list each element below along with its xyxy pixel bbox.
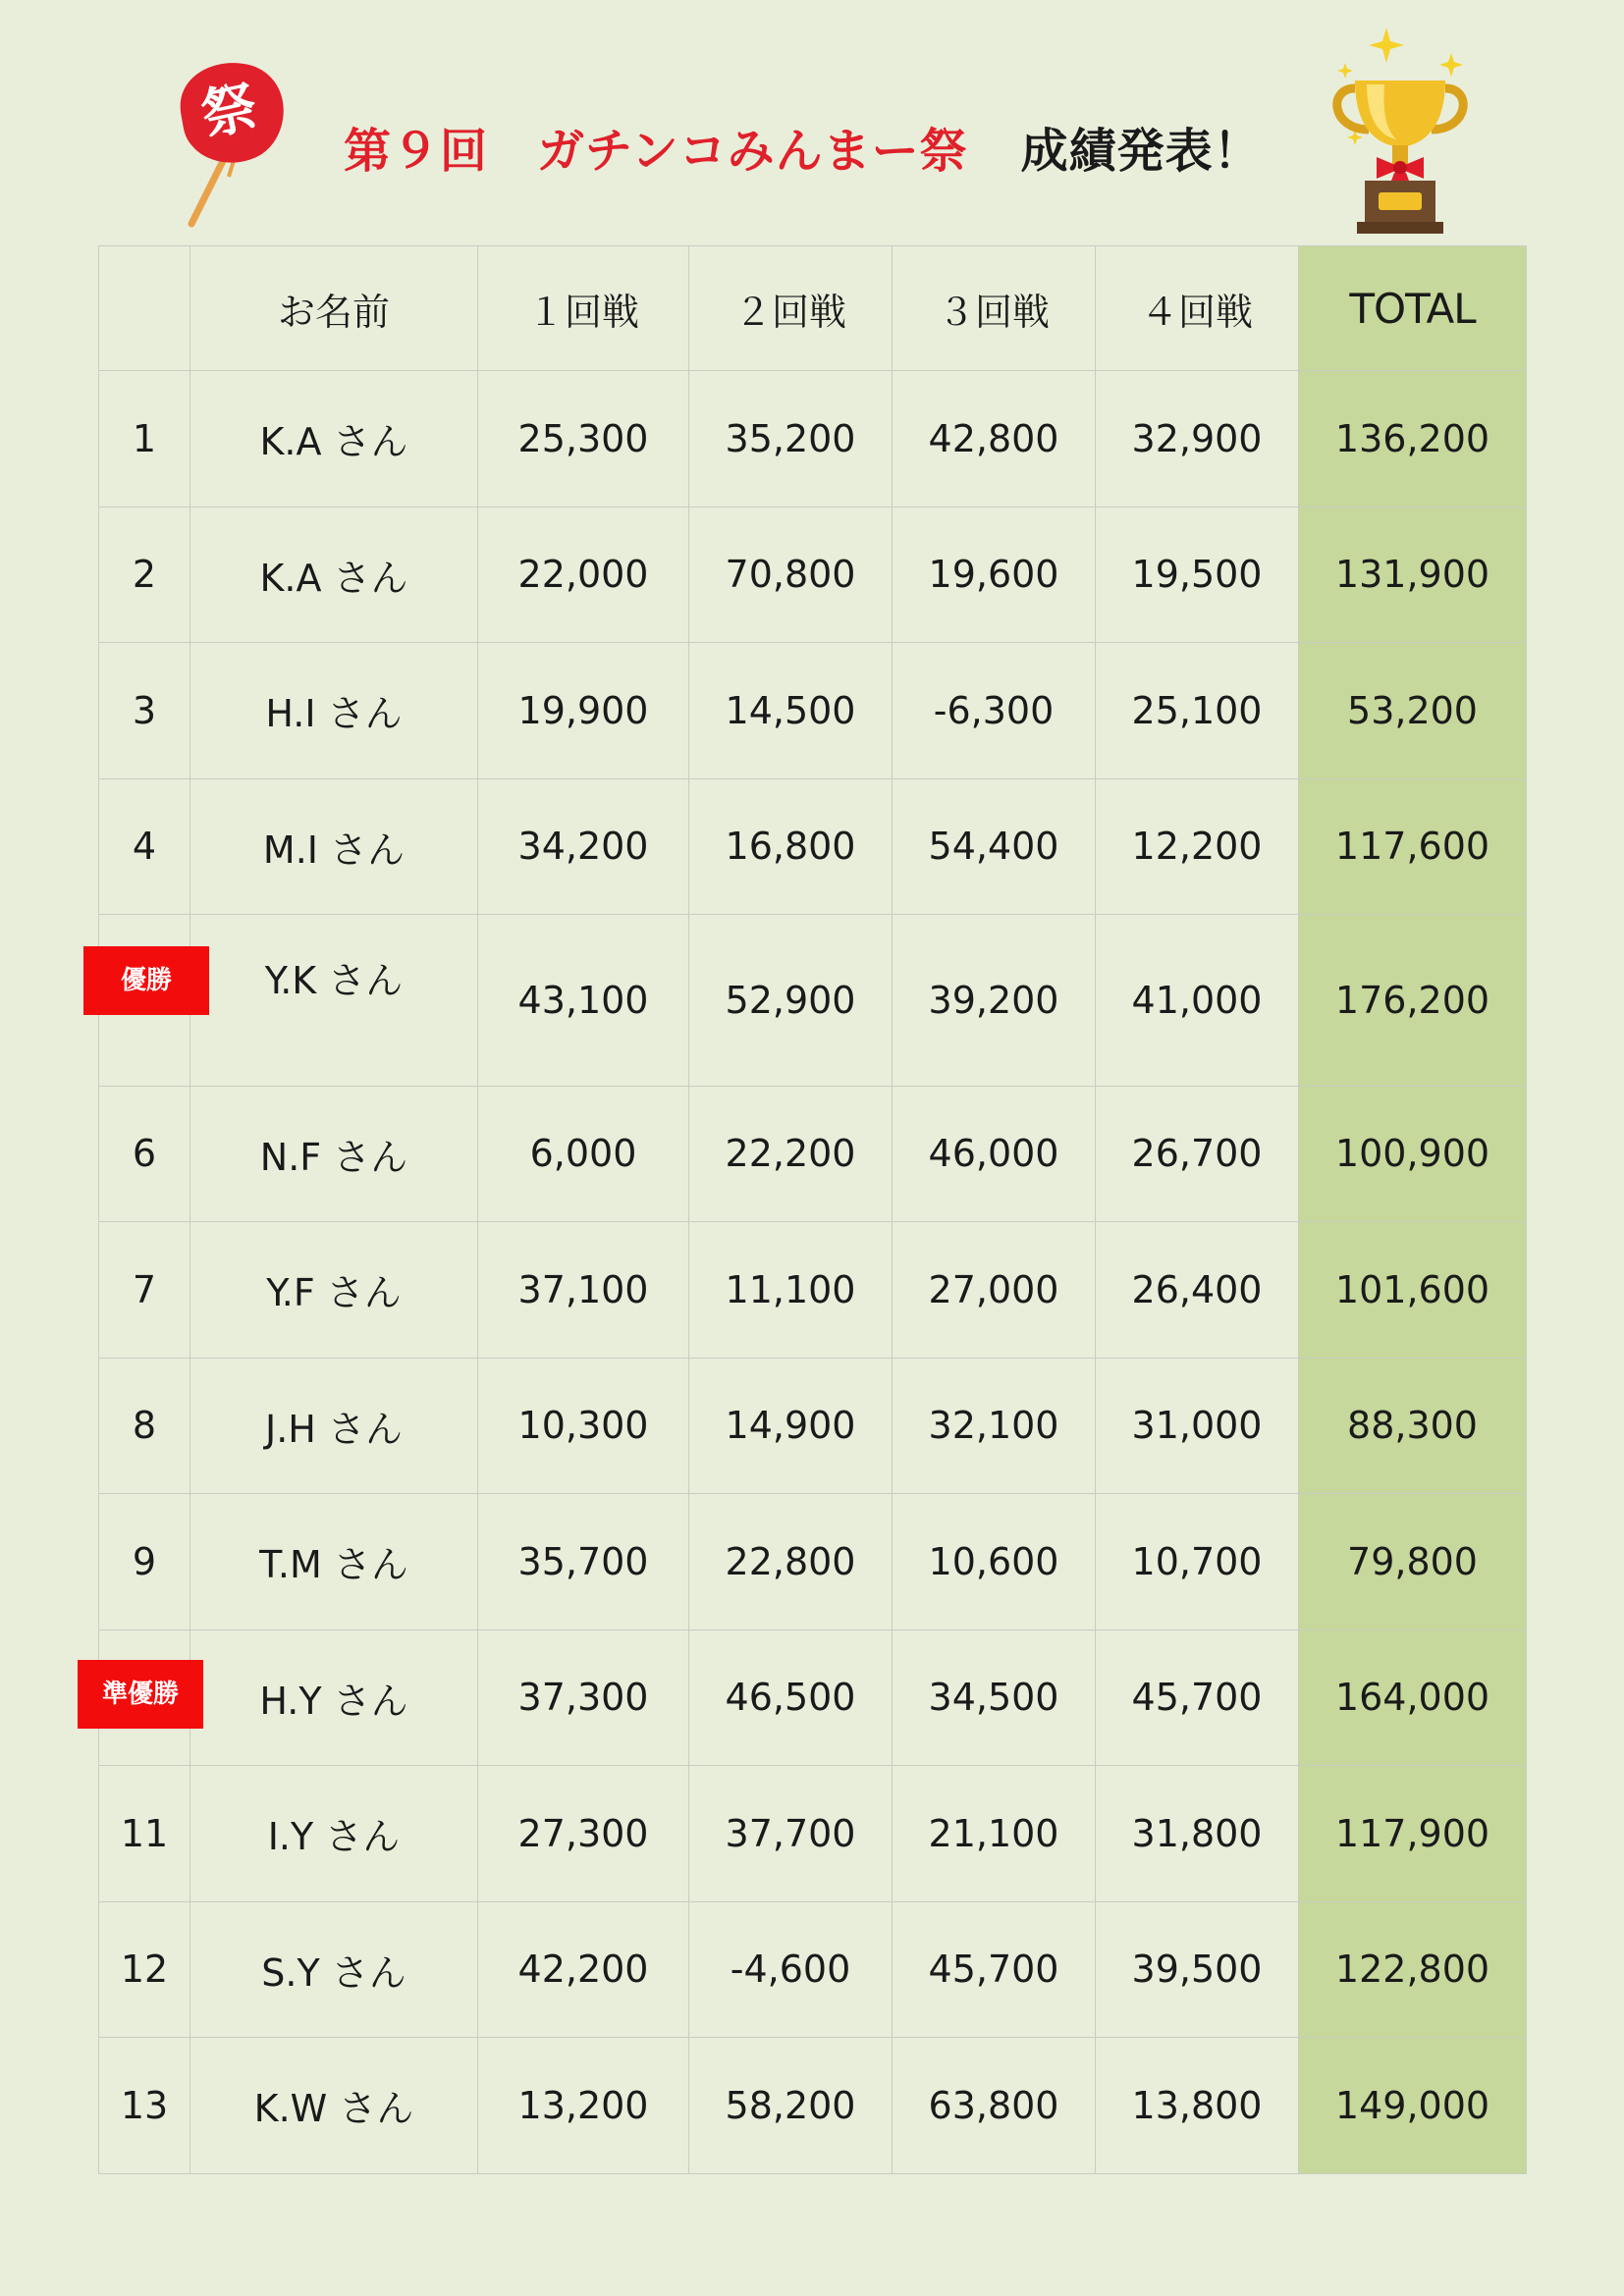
total-cell: 117,900 [1299, 1766, 1527, 1902]
rank-cell: 9 [99, 1494, 190, 1630]
table-row [99, 1766, 1527, 1902]
trophy-icon [1326, 20, 1473, 236]
round-1-cell: 25,300 [478, 371, 689, 507]
header-round-3: ３回戦 [893, 246, 1096, 371]
round-3-cell: 34,500 [893, 1629, 1096, 1766]
round-2-cell: 70,800 [689, 507, 893, 643]
rank-cell [99, 1629, 190, 1766]
round-1-cell: 35,700 [478, 1494, 689, 1630]
total-cell: 88,300 [1299, 1358, 1527, 1494]
round-2-cell: 58,200 [689, 2038, 893, 2174]
rank-cell: 12 [99, 1901, 190, 2038]
round-4-cell: 26,400 [1096, 1222, 1299, 1359]
round-3-cell: 54,400 [893, 778, 1096, 915]
total-cell: 176,200 [1299, 915, 1527, 1087]
round-2-cell: 37,700 [689, 1766, 893, 1902]
table-row [99, 1629, 1527, 1766]
round-1-cell: 42,200 [478, 1901, 689, 2038]
round-2-cell: -4,600 [689, 1901, 893, 2038]
round-4-cell: 19,500 [1096, 507, 1299, 643]
table-header-row [99, 246, 1527, 371]
rank-cell: 11 [99, 1766, 190, 1902]
total-cell: 131,900 [1299, 507, 1527, 643]
name-cell: J.H さん [190, 1358, 478, 1494]
festival-fan-icon [162, 59, 299, 236]
round-1-cell: 6,000 [478, 1086, 689, 1222]
total-cell: 122,800 [1299, 1901, 1527, 2038]
table-row [99, 371, 1527, 507]
fan-label: 祭 [195, 75, 263, 149]
round-1-cell: 13,200 [478, 2038, 689, 2174]
total-cell: 79,800 [1299, 1494, 1527, 1630]
round-4-cell: 25,100 [1096, 643, 1299, 779]
round-2-cell: 14,500 [689, 643, 893, 779]
round-4-cell: 31,000 [1096, 1358, 1299, 1494]
round-2-cell: 22,800 [689, 1494, 893, 1630]
rank-cell: 1 [99, 371, 190, 507]
round-4-cell: 13,800 [1096, 2038, 1299, 2174]
total-cell: 164,000 [1299, 1629, 1527, 1766]
name-cell: K.A さん [190, 507, 478, 643]
rank-cell: 6 [99, 1086, 190, 1222]
round-1-cell: 34,200 [478, 778, 689, 915]
rank-cell: 3 [99, 643, 190, 779]
round-4-cell: 32,900 [1096, 371, 1299, 507]
name-cell: T.M さん [190, 1494, 478, 1630]
table-row [99, 778, 1527, 915]
total-cell: 149,000 [1299, 2038, 1527, 2174]
winner-badge: 優勝 [83, 946, 209, 1015]
total-cell: 100,900 [1299, 1086, 1527, 1222]
table-row [99, 2038, 1527, 2174]
round-1-cell: 10,300 [478, 1358, 689, 1494]
rank-cell [99, 915, 190, 1087]
table-row [99, 915, 1527, 1087]
total-cell: 101,600 [1299, 1222, 1527, 1359]
header-round-4: ４回戦 [1096, 246, 1299, 371]
table-row [99, 507, 1527, 643]
table-row [99, 1222, 1527, 1359]
round-4-cell: 41,000 [1096, 915, 1299, 1087]
name-cell: K.A さん [190, 371, 478, 507]
table-row [99, 1358, 1527, 1494]
table-row [99, 643, 1527, 779]
round-4-cell: 31,800 [1096, 1766, 1299, 1902]
rank-cell: 8 [99, 1358, 190, 1494]
total-cell: 117,600 [1299, 778, 1527, 915]
round-2-cell: 22,200 [689, 1086, 893, 1222]
total-cell: 53,200 [1299, 643, 1527, 779]
round-4-cell: 10,700 [1096, 1494, 1299, 1630]
header-name: お名前 [190, 246, 478, 371]
rank-cell: 2 [99, 507, 190, 643]
round-1-cell: 22,000 [478, 507, 689, 643]
header-total: TOTAL [1299, 246, 1527, 371]
rank-cell: 13 [99, 2038, 190, 2174]
round-2-cell: 14,900 [689, 1358, 893, 1494]
name-cell: I.Y さん [190, 1766, 478, 1902]
name-cell: Y.K さん [190, 915, 478, 1087]
round-1-cell: 37,100 [478, 1222, 689, 1359]
round-3-cell: 27,000 [893, 1222, 1096, 1359]
round-4-cell: 39,500 [1096, 1901, 1299, 2038]
round-2-cell: 11,100 [689, 1222, 893, 1359]
title-edition: 第９回 [344, 124, 489, 179]
round-3-cell: 39,200 [893, 915, 1096, 1087]
round-3-cell: 19,600 [893, 507, 1096, 643]
round-1-cell: 37,300 [478, 1629, 689, 1766]
results-table [98, 245, 1527, 2174]
name-cell: N.F さん [190, 1086, 478, 1222]
name-cell: H.I さん [190, 643, 478, 779]
round-3-cell: 32,100 [893, 1358, 1096, 1494]
round-3-cell: 42,800 [893, 371, 1096, 507]
name-cell: Y.F さん [190, 1222, 478, 1359]
name-cell: M.I さん [190, 778, 478, 915]
rank-cell: 7 [99, 1222, 190, 1359]
title-event-name: ガチンコみんまー祭 [537, 124, 968, 179]
round-3-cell: 10,600 [893, 1494, 1096, 1630]
header-round-2: ２回戦 [689, 246, 893, 371]
table-row [99, 1086, 1527, 1222]
name-cell: S.Y さん [190, 1901, 478, 2038]
round-3-cell: 45,700 [893, 1901, 1096, 2038]
round-4-cell: 45,700 [1096, 1629, 1299, 1766]
table-row [99, 1901, 1527, 2038]
round-4-cell: 12,200 [1096, 778, 1299, 915]
round-2-cell: 35,200 [689, 371, 893, 507]
round-2-cell: 16,800 [689, 778, 893, 915]
header-round-1: １回戦 [478, 246, 689, 371]
title-announcement: 成績発表！ [1020, 124, 1262, 179]
runner-up-badge: 準優勝 [78, 1660, 203, 1729]
round-3-cell: 63,800 [893, 2038, 1096, 2174]
round-3-cell: 46,000 [893, 1086, 1096, 1222]
round-1-cell: 27,300 [478, 1766, 689, 1902]
round-1-cell: 19,900 [478, 643, 689, 779]
round-2-cell: 46,500 [689, 1629, 893, 1766]
round-4-cell: 26,700 [1096, 1086, 1299, 1222]
round-3-cell: -6,300 [893, 643, 1096, 779]
table-row [99, 1494, 1527, 1630]
total-cell: 136,200 [1299, 371, 1527, 507]
round-2-cell: 52,900 [689, 915, 893, 1087]
rank-cell: 4 [99, 778, 190, 915]
round-1-cell: 43,100 [478, 915, 689, 1087]
name-cell: K.W さん [190, 2038, 478, 2174]
page-title [344, 113, 1262, 181]
round-3-cell: 21,100 [893, 1766, 1096, 1902]
name-cell: H.Y さん [190, 1629, 478, 1766]
header-rank [99, 246, 190, 371]
header [0, 0, 1624, 245]
